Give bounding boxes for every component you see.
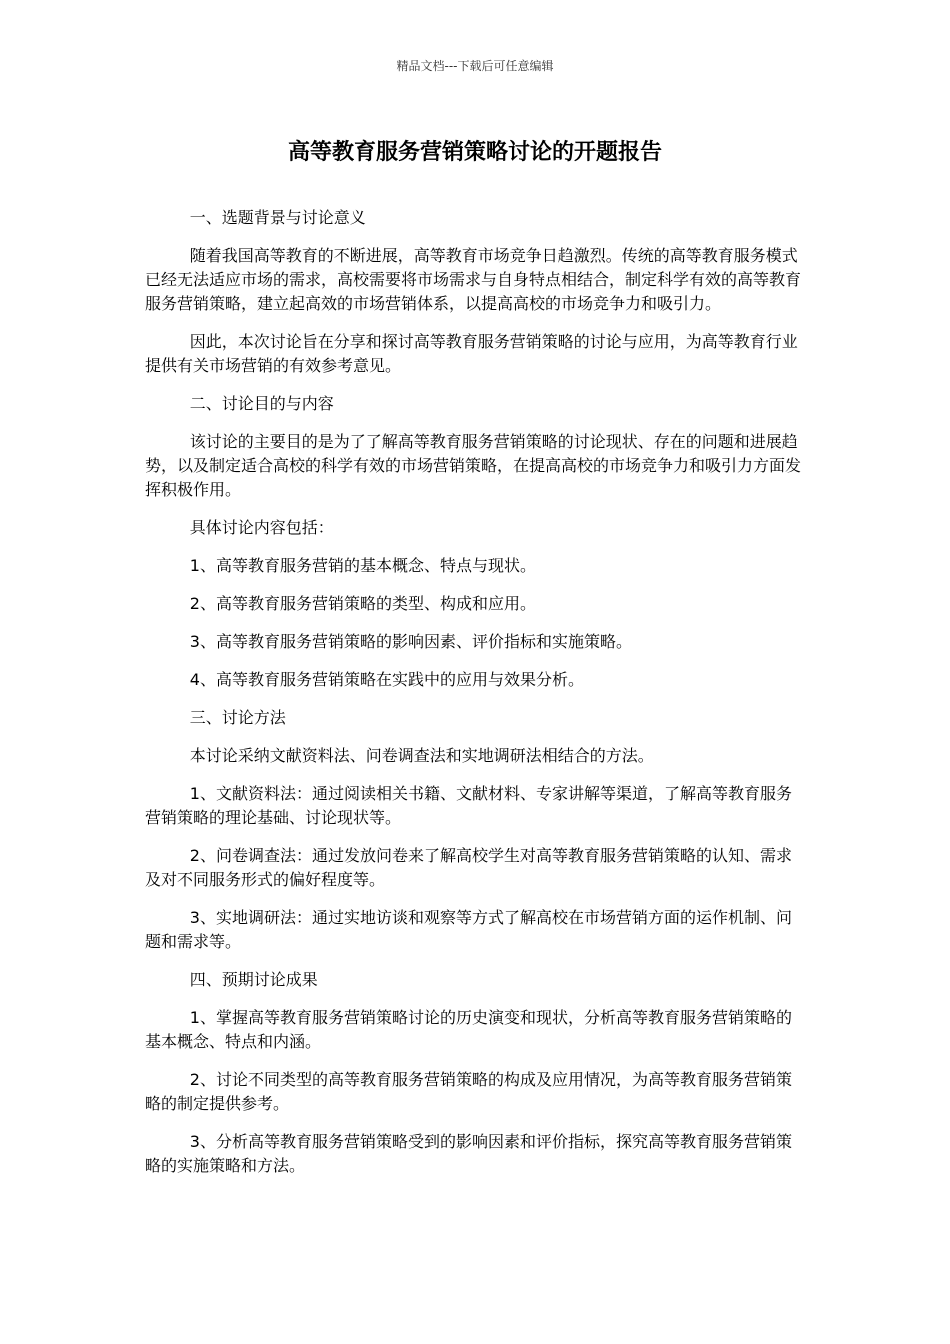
list-item-outcome-1: 1、掌握高等教育服务营销策略讨论的历史演变和现状，分析高等教育服务营销策略的基本概念、特点和内涵。	[145, 1008, 792, 1051]
document-title: 高等教育服务营销策略讨论的开题报告	[287, 140, 662, 165]
list-item-content-1: 1、高等教育服务营销的基本概念、特点与现状。	[189, 556, 536, 575]
list-item-outcome-3: 3、分析高等教育服务营销策略受到的影响因素和评价指标，探究高等教育服务营销策略的实施策略和方法。	[145, 1132, 792, 1175]
list-item-outcome-2: 2、讨论不同类型的高等教育服务营销策略的构成及应用情况，为高等教育服务营销策略的制定提供参考。	[145, 1070, 792, 1113]
list-item-method-1: 1、文献资料法：通过阅读相关书籍、文献材料、专家讲解等渠道，了解高等教育服务营销策略的理论基础、讨论现状等。	[145, 784, 792, 827]
paragraph-methods-intro: 本讨论采纳文献资料法、问卷调查法和实地调研法相结合的方法。	[189, 746, 654, 765]
section-heading-objectives: 二、讨论目的与内容	[189, 394, 334, 413]
list-item-method-2: 2、问卷调查法：通过发放问卷来了解高校学生对高等教育服务营销策略的认知、需求及对不同服务形式的偏好程度等。	[145, 846, 792, 889]
paragraph-objectives: 该讨论的主要目的是为了了解高等教育服务营销策略的讨论现状、存在的问题和进展趋势，以及制定适合高校的科学有效的市场营销策略，在提高高校的市场竞争力和吸引力方面发挥积极作用。	[145, 432, 802, 499]
list-item-content-4: 4、高等教育服务营销策略在实践中的应用与效果分析。	[189, 670, 584, 689]
paragraph-purpose-summary: 因此，本次讨论旨在分享和探讨高等教育服务营销策略的讨论与应用，为高等教育行业提供有关市场营销的有效参考意见。	[145, 332, 798, 375]
list-item-content-2: 2、高等教育服务营销策略的类型、构成和应用。	[189, 594, 536, 613]
section-heading-methods: 三、讨论方法	[189, 708, 286, 727]
list-item-content-3: 3、高等教育服务营销策略的影响因素、评价指标和实施策略。	[189, 632, 632, 651]
page-header-note: 精品文档---下载后可任意编辑	[396, 59, 554, 73]
list-item-method-3: 3、实地调研法：通过实地访谈和观察等方式了解高校在市场营销方面的运作机制、问题和需求等。	[145, 908, 792, 951]
document-body	[145, 206, 807, 1192]
paragraph-background: 随着我国高等教育的不断进展，高等教育市场竞争日趋激烈。传统的高等教育服务模式已经无法适应市场的需求，高校需要将市场需求与自身特点相结合，制定科学有效的高等教育服务营销策略，建立起高效的市场营销体系，以提高高校的市场竞争力和吸引力。	[145, 246, 802, 313]
section-heading-outcomes: 四、预期讨论成果	[189, 970, 318, 989]
paragraph-content-intro: 具体讨论内容包括：	[189, 518, 334, 537]
section-heading-background: 一、选题背景与讨论意义	[189, 208, 366, 227]
